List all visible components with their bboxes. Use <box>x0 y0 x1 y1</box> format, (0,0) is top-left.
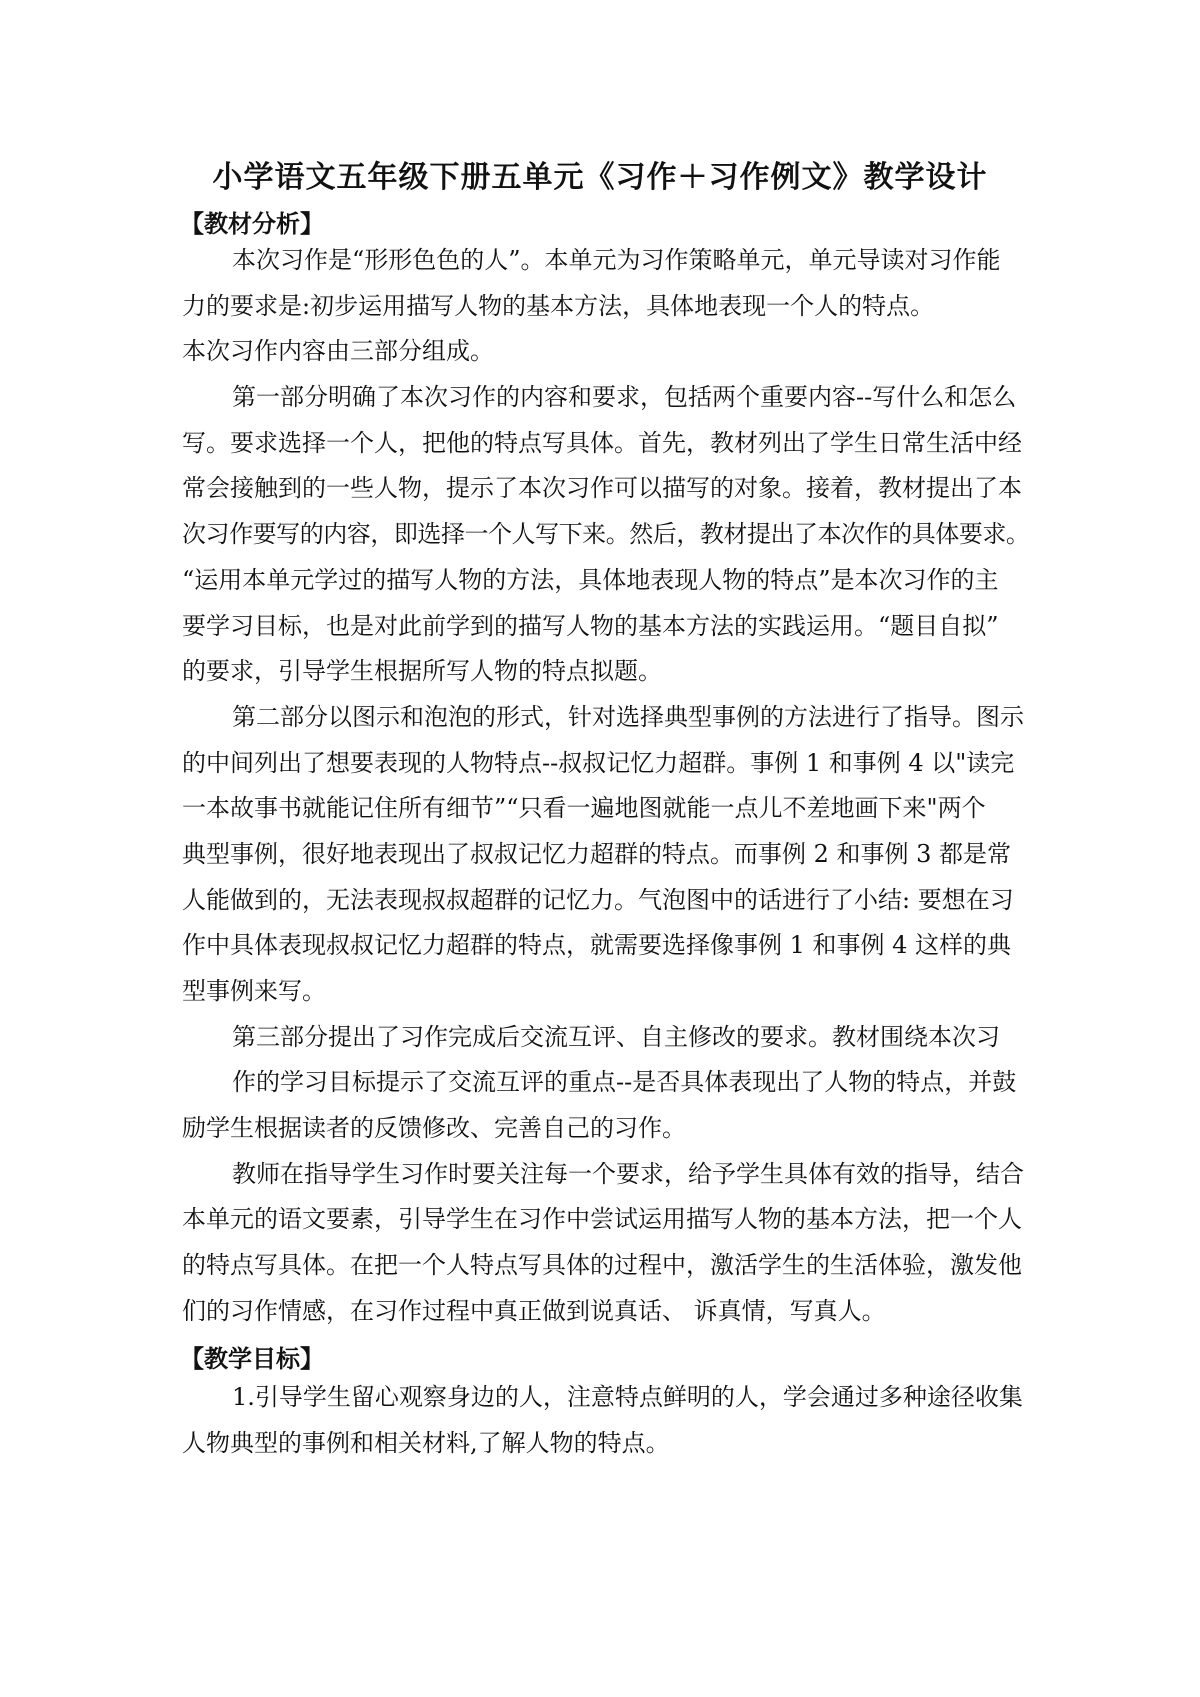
text-line: 励学生根据读者的反馈修改、完善自己的习作。 <box>182 1114 686 1142</box>
text-line: 次习作要写的内容，即选择一个人写下来。然后，教材提出了本次作的具体要求。 <box>182 520 1030 548</box>
text-line: 常会接触到的一些人物，提示了本次习作可以描写的对象。接着，教材提出了本 <box>182 474 1022 502</box>
section-heading-goals: 【教学目标】 <box>180 1345 324 1373</box>
text-line: 第三部分提出了习作完成后交流互评、自主修改的要求。教材围绕本次习 <box>232 1023 1000 1051</box>
text-line: 们的习作情感，在习作过程中真正做到说真话、 诉真情，写真人。 <box>182 1297 886 1325</box>
text-line: 作的学习目标提示了交流互评的重点--是否具体表现出了人物的特点，并鼓 <box>232 1068 1017 1096</box>
text-line: 教师在指导学生习作时要关注每一个要求，给予学生具体有效的指导，结合 <box>232 1160 1024 1188</box>
text-line: 一本故事书就能记住所有细节”“只看一遍地图就能一点儿不差地画下来"两个 <box>182 794 986 822</box>
text-line: 人能做到的，无法表现叔叔超群的记忆力。气泡图中的话进行了小结: 要想在习 <box>182 886 1014 914</box>
text-line: 本单元的语文要素，引导学生在习作中尝试运用描写人物的基本方法，把一个人 <box>182 1205 1022 1233</box>
text-line: 的特点写具体。在把一个人特点写具体的过程中，激活学生的生活体验，激发他 <box>182 1251 1022 1279</box>
text-line: 第二部分以图示和泡泡的形式，针对选择典型事例的方法进行了指导。图示 <box>232 703 1024 731</box>
text-line: 写。要求选择一个人，把他的特点写具体。首先，教材列出了学生日常生活中经 <box>182 429 1022 457</box>
text-line: 1.引导学生留心观察身边的人，注意特点鲜明的人，学会通过多种途径收集 <box>232 1383 1023 1411</box>
text-line: 的中间列出了想要表现的人物特点--叔叔记忆力超群。事例 1 和事例 4 以"读完 <box>182 749 1015 777</box>
text-line: 人物典型的事例和相关材料,了解人物的特点。 <box>182 1429 670 1457</box>
text-line: “运用本单元学过的描写人物的方法，具体地表现人物的特点”是本次习作的主 <box>182 566 999 594</box>
text-line: 型事例来写。 <box>182 977 326 1005</box>
text-line: 要学习目标，也是对此前学到的描写人物的基本方法的实践运用。“题目自拟” <box>182 612 999 640</box>
text-line: 的要求，引导学生根据所写人物的特点拟题。 <box>182 657 662 685</box>
text-line: 本次习作内容由三部分组成。 <box>182 337 494 365</box>
text-line: 第一部分明确了本次习作的内容和要求，包括两个重要内容--写什么和怎么 <box>232 383 1017 411</box>
text-line: 典型事例，很好地表现出了叔叔记忆力超群的特点。而事例 2 和事例 3 都是常 <box>182 840 1012 868</box>
text-line: 作中具体表现叔叔记忆力超群的特点，就需要选择像事例 1 和事例 4 这样的典 <box>182 931 1012 959</box>
text-line: 力的要求是:初步运用描写人物的基本方法，具体地表现一个人的特点。 <box>182 292 935 320</box>
text-line: 本次习作是“形形色色的人”。本单元为习作策略单元，单元导读对习作能 <box>232 246 1001 274</box>
document-title: 小学语文五年级下册五单元《习作＋习作例文》教学设计 <box>212 160 988 195</box>
section-heading-analysis: 【教材分析】 <box>180 210 324 238</box>
